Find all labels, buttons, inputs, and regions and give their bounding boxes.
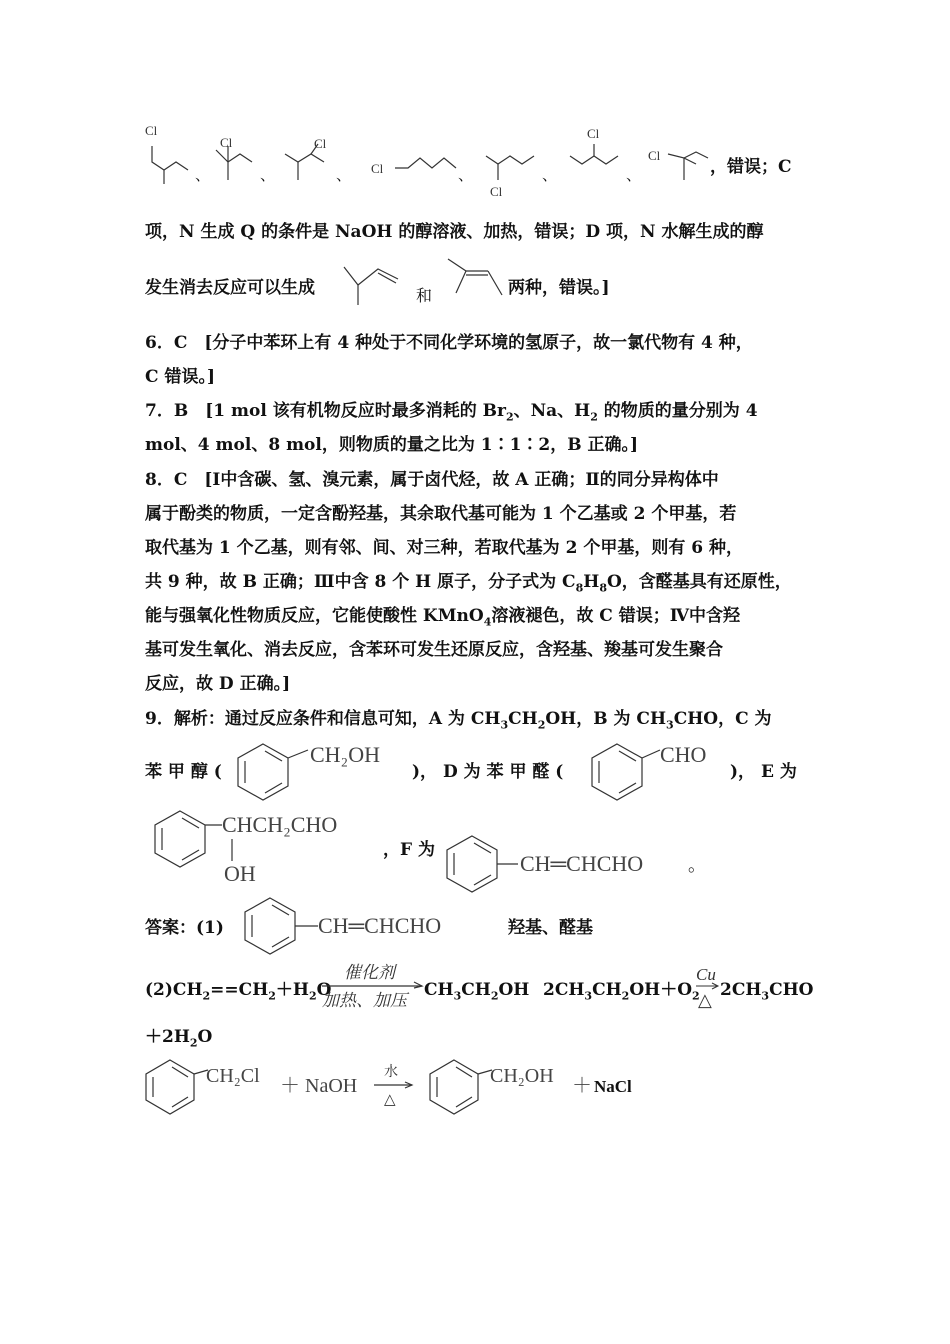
answer-f-chain: CH═CHCHO <box>318 913 442 938</box>
eq2-left: $(2)CH_2==CH_2+H_2O$ <box>145 980 332 1003</box>
cl-label: Cl <box>587 126 600 141</box>
benzyl-alcohol-structure <box>228 736 418 806</box>
q9-e-name: )， E 为 <box>730 762 797 782</box>
isomer-7 <box>668 152 708 158</box>
answer-f-structure <box>238 892 488 962</box>
plus-label: ＋ <box>572 1075 592 1097</box>
q9-f-label: ，F 为 <box>383 840 435 860</box>
ch2oh-label: CH₂OH <box>310 742 381 767</box>
cu-label: Cu <box>696 965 716 984</box>
cl-label: Cl <box>490 184 503 199</box>
q7-line1: 7．B [1 mol 该有机物反应时最多消耗的 $Br_2$、Na、$H_2$ 的物质的量分别为 4 <box>145 401 758 424</box>
compound-e-structure <box>150 805 380 890</box>
q8-line6: 基可发生氧化、消去反应，含苯环可发生还原反应，含羟基、羧基可发生聚合 <box>145 640 723 660</box>
e-oh-label: OH <box>224 861 256 886</box>
q9-d-name: )， D 为 苯 甲 醛 ( <box>412 762 564 782</box>
q9-line1: 9．解析：通过反应条件和信息可知，A 为 $CH_3CH_2OH$，B 为 $CH_3CHO$，C 为 <box>145 709 772 732</box>
answer-groups: 羟基、醛基 <box>508 918 593 938</box>
q8-line5: 能与强氧化性物质反应，它能使酸性 KMnO$_4$溶液褪色，故 C 错误；Ⅳ中含羟 <box>145 606 741 629</box>
isomer-4 <box>395 158 456 168</box>
naoh-label: ＋ NaOH <box>280 1075 358 1097</box>
row1-tail: ，错误；C <box>710 157 792 177</box>
cl-label: Cl <box>145 123 158 138</box>
benzyl-chloride-label: CH₂Cl <box>206 1065 260 1087</box>
isomer-1 <box>152 146 188 170</box>
q8-line4: 共 9 种，故 B 正确；Ⅲ中含 8 个 H 原子，分子式为 $C_8H_8O$，含醛基具有还原性， <box>145 572 792 595</box>
e-chain-label: CHCH₂CHO <box>222 812 338 837</box>
isomer-6 <box>570 156 618 164</box>
q6-line1: 6．C [分子中苯环上有 4 种处于不同化学环境的氢原子，故一氯代物有 4 种， <box>145 333 753 353</box>
row3-pre: 发生消去反应可以生成 <box>145 278 315 298</box>
water-cond-label: 水 <box>384 1065 398 1080</box>
sep: 、 <box>458 168 474 184</box>
nacl-label: NaCl <box>594 1077 632 1096</box>
q8-line1: 8．C [Ⅰ中含碳、氢、溴元素，属于卤代烃，故 A 正确；Ⅱ的同分异构体中 <box>145 470 719 490</box>
eq3-right: $2CH_3CHO$ <box>720 980 814 1003</box>
compound-f-structure <box>440 830 710 900</box>
q8-line2: 属于酚类的物质，一定含酚羟基，其余取代基可能为 1 个乙基或 2 个甲基，若 <box>145 504 737 524</box>
hydrolysis-reaction <box>140 1054 660 1120</box>
isomer-3 <box>285 154 324 162</box>
sep: 、 <box>195 168 211 184</box>
catalyst-label: 催化剂 <box>344 963 395 982</box>
cl-label: Cl <box>314 136 327 151</box>
cl-label: Cl <box>220 135 233 150</box>
row2-text: 项，N 生成 Q 的条件是 NaOH 的醇溶液、加热，错误；D 项，N 水解生成的醇 <box>145 222 764 242</box>
eq3-left: $2CH_3CH_2OH+O_2$ <box>543 980 700 1003</box>
sep: 、 <box>626 168 642 184</box>
isomer-2 <box>216 150 252 162</box>
benzyl-alcohol-label: CH₂OH <box>490 1065 554 1087</box>
row3-post: 两种，错误。] <box>508 278 610 298</box>
q8-line7: 反应，故 D 正确。] <box>145 674 291 694</box>
heat-pressure-label: 加热、加压 <box>322 991 407 1010</box>
sep: 、 <box>542 168 558 184</box>
sep: 、 <box>260 168 276 184</box>
q9-c-name: 苯 甲 醇 ( <box>145 762 222 782</box>
cl-label: Cl <box>371 161 384 176</box>
q7-line2: mol、4 mol、8 mol，则物质的量之比为 1∶1∶2，B 正确。] <box>145 435 639 455</box>
f-chain-label: CH═CHCHO <box>520 851 644 876</box>
q8-line3: 取代基为 1 个乙基，则有邻、间、对三种，若取代基为 2 个甲基，则有 6 种， <box>145 538 743 558</box>
sep: 、 <box>336 168 352 184</box>
benzaldehyde-structure <box>582 736 732 806</box>
cl-label: Cl <box>648 148 661 163</box>
cho-label: CHO <box>660 742 707 767</box>
answer-label: 答案：(1) <box>145 918 224 938</box>
heat-label: △ <box>384 1092 396 1108</box>
delta-label: △ <box>698 990 712 1010</box>
f-period: 。 <box>688 855 706 875</box>
eq3-water: $+2H_2O$ <box>145 1027 213 1050</box>
and-label: 和 <box>416 288 433 305</box>
alkene-structures <box>338 255 508 315</box>
q6-line2: C 错误。] <box>145 367 215 387</box>
isomer-5 <box>486 156 534 164</box>
eq2-condition-arrow <box>318 958 428 1014</box>
eq2-right: $CH_3CH_2OH$ <box>424 980 530 1003</box>
